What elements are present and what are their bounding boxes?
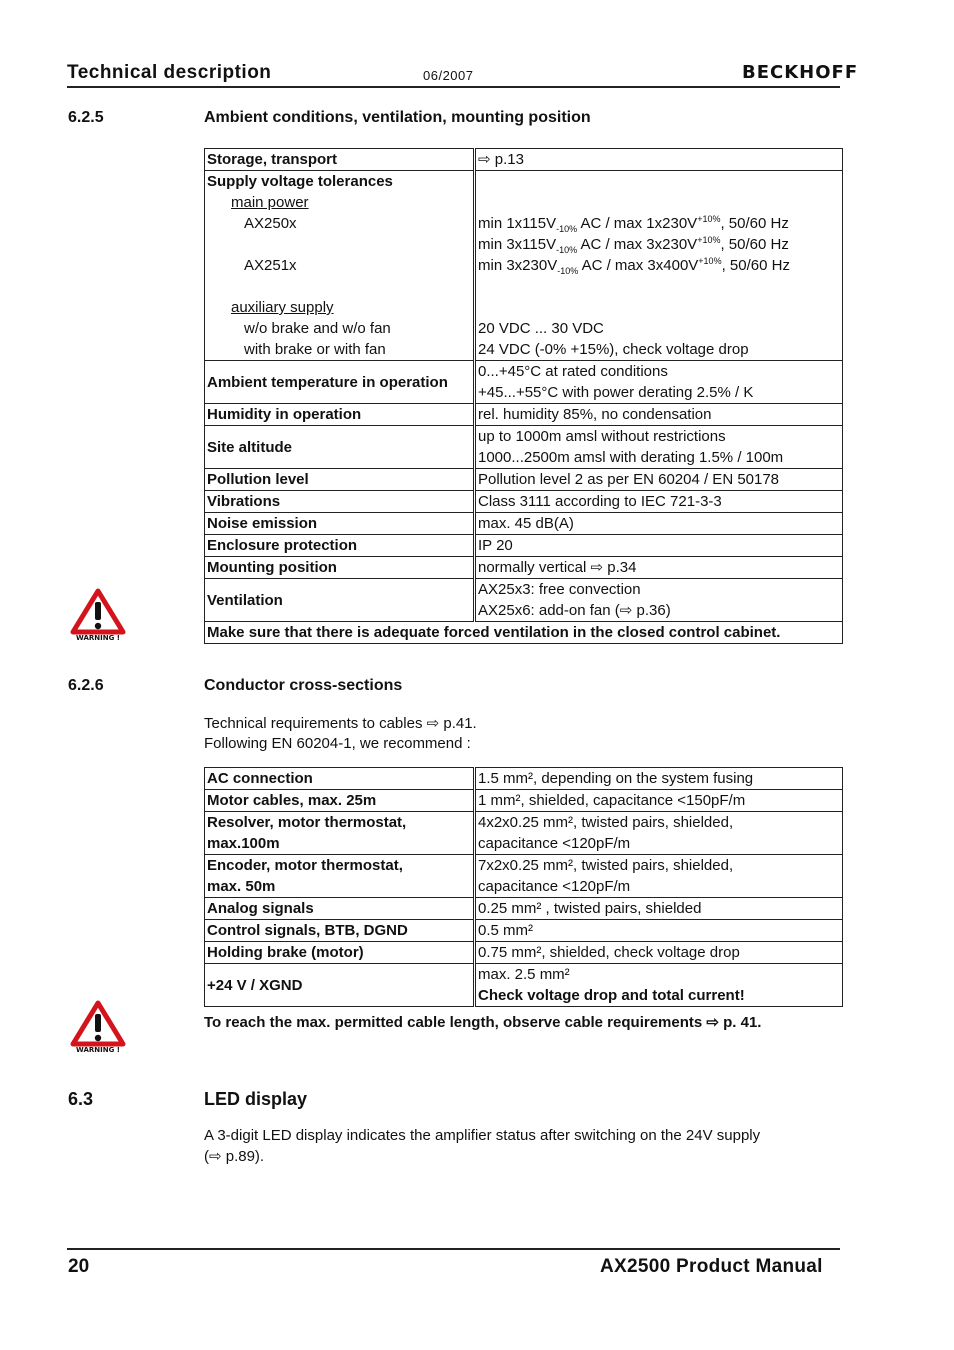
row-key: Resolver, motor thermostat, max.100m (205, 812, 475, 855)
row-value: max. 2.5 mm² Check voltage drop and total current! (475, 964, 843, 1007)
aux-voltage-line: 24 VDC (-0% +15%), check voltage drop (478, 341, 749, 358)
aux-voltage-line: 20 VDC ... 30 VDC (478, 320, 604, 337)
cable-warning-text: To reach the max. permitted cable length, observe cable requirements ⇨ p. 41. (204, 1014, 762, 1031)
row-key: Storage, transport (205, 149, 475, 171)
ax251x-label: AX251x (244, 257, 297, 274)
section-number: 6.2.6 (68, 677, 104, 694)
conductor-table (204, 767, 843, 1007)
wo-brake-label: w/o brake and w/o fan (244, 320, 391, 337)
warning-label: WARNING ! (76, 1046, 120, 1054)
section-title: Ambient conditions, ventilation, mounting position (204, 109, 591, 126)
row-value: IP 20 (475, 535, 843, 557)
row-value: 0...+45°C at rated conditions +45...+55°C with power derating 2.5% / K (475, 361, 843, 404)
row-value: normally vertical ⇨ p.34 (475, 557, 843, 579)
row-key: +24 V / XGND (205, 964, 475, 1007)
row-value: 1.5 mm², depending on the system fusing (475, 768, 843, 790)
row-value: AX25x3: free convection AX25x6: add-on fan (⇨ p.36) (475, 579, 843, 622)
main-power-label: main power (231, 194, 309, 211)
row-value: Class 3111 according to IEC 721-3-3 (475, 491, 843, 513)
row-key: Enclosure protection (205, 535, 475, 557)
row-value: 7x2x0.25 mm², twisted pairs, shielded, capacitance <120pF/m (475, 855, 843, 898)
section-number: 6.2.5 (68, 109, 104, 126)
row-key: Supply voltage tolerances (207, 173, 393, 190)
row-key: Control signals, BTB, DGND (205, 920, 475, 942)
ventilation-note: Make sure that there is adequate forced ventilation in the closed control cabinet. (205, 622, 843, 644)
voltage-line: $\min 3x230V_{-10\%}$ AC / $\max 3x400V^{+10\%}$, 50/60 Hz (478, 256, 790, 276)
row-value: rel. humidity 85%, no condensation (475, 404, 843, 426)
row-value: ⇨ p.13 (475, 149, 843, 171)
row-key: Site altitude (205, 426, 475, 469)
row-key: Ambient temperature in operation (205, 361, 475, 404)
row-key: Mounting position (205, 557, 475, 579)
row-key: Motor cables, max. 25m (205, 790, 475, 812)
aux-supply-label: auxiliary supply (231, 299, 334, 316)
supply-voltage-key (205, 171, 475, 361)
row-key: Humidity in operation (205, 404, 475, 426)
row-value: 0.75 mm², shielded, check voltage drop (475, 942, 843, 964)
led-text: (⇨ p.89). (204, 1148, 265, 1165)
row-key: Pollution level (205, 469, 475, 491)
row-value: 4x2x0.25 mm², twisted pairs, shielded, capacitance <120pF/m (475, 812, 843, 855)
row-key: Holding brake (motor) (205, 942, 475, 964)
row-value: 1 mm², shielded, capacitance <150pF/m (475, 790, 843, 812)
row-key: Vibrations (205, 491, 475, 513)
led-text: A 3-digit LED display indicates the amplifier status after switching on the 24V supply (204, 1127, 761, 1144)
row-value: 0.25 mm² , twisted pairs, shielded (475, 898, 843, 920)
page-number: 20 (68, 1256, 90, 1277)
intro-text: Following EN 60204-1, we recommend : (204, 735, 471, 752)
header-date: 06/2007 (423, 68, 474, 83)
section-title: Conductor cross-sections (204, 677, 403, 694)
with-brake-label: with brake or with fan (244, 341, 386, 358)
manual-title: AX2500 Product Manual (600, 1256, 823, 1277)
brand-logo: BECKHOFF (742, 62, 859, 83)
row-key: Ventilation (205, 579, 475, 622)
row-key: Analog signals (205, 898, 475, 920)
warning-triangle-icon (70, 1000, 126, 1056)
header-title: Technical description (67, 62, 272, 83)
footer-rule (67, 1248, 840, 1250)
warning-triangle-icon (70, 588, 126, 644)
section-title: LED display (204, 1089, 308, 1109)
supply-voltage-values (475, 171, 843, 361)
intro-text: Technical requirements to cables ⇨ p.41. (204, 715, 477, 732)
row-value: Pollution level 2 as per EN 60204 / EN 50178 (475, 469, 843, 491)
voltage-line: $\min 1x115V_{-10\%}$ AC / $\max 1x230V^{+10\%}$, 50/60 Hz (478, 214, 789, 234)
header-rule (67, 86, 840, 88)
section-number: 6.3 (68, 1089, 94, 1109)
voltage-line: $\min 3x115V_{-10\%}$ AC / $\max 3x230V^{+10\%}$, 50/60 Hz (478, 235, 789, 255)
row-value: 0.5 mm² (475, 920, 843, 942)
row-value: up to 1000m amsl without restrictions 1000...2500m amsl with derating 1.5% / 100m (475, 426, 843, 469)
warning-label: WARNING ! (76, 634, 120, 642)
row-key: Noise emission (205, 513, 475, 535)
row-value: max. 45 dB(A) (475, 513, 843, 535)
ax250x-label: AX250x (244, 215, 297, 232)
ambient-conditions-table (204, 148, 843, 644)
row-key: AC connection (205, 768, 475, 790)
row-key: Encoder, motor thermostat, max. 50m (205, 855, 475, 898)
